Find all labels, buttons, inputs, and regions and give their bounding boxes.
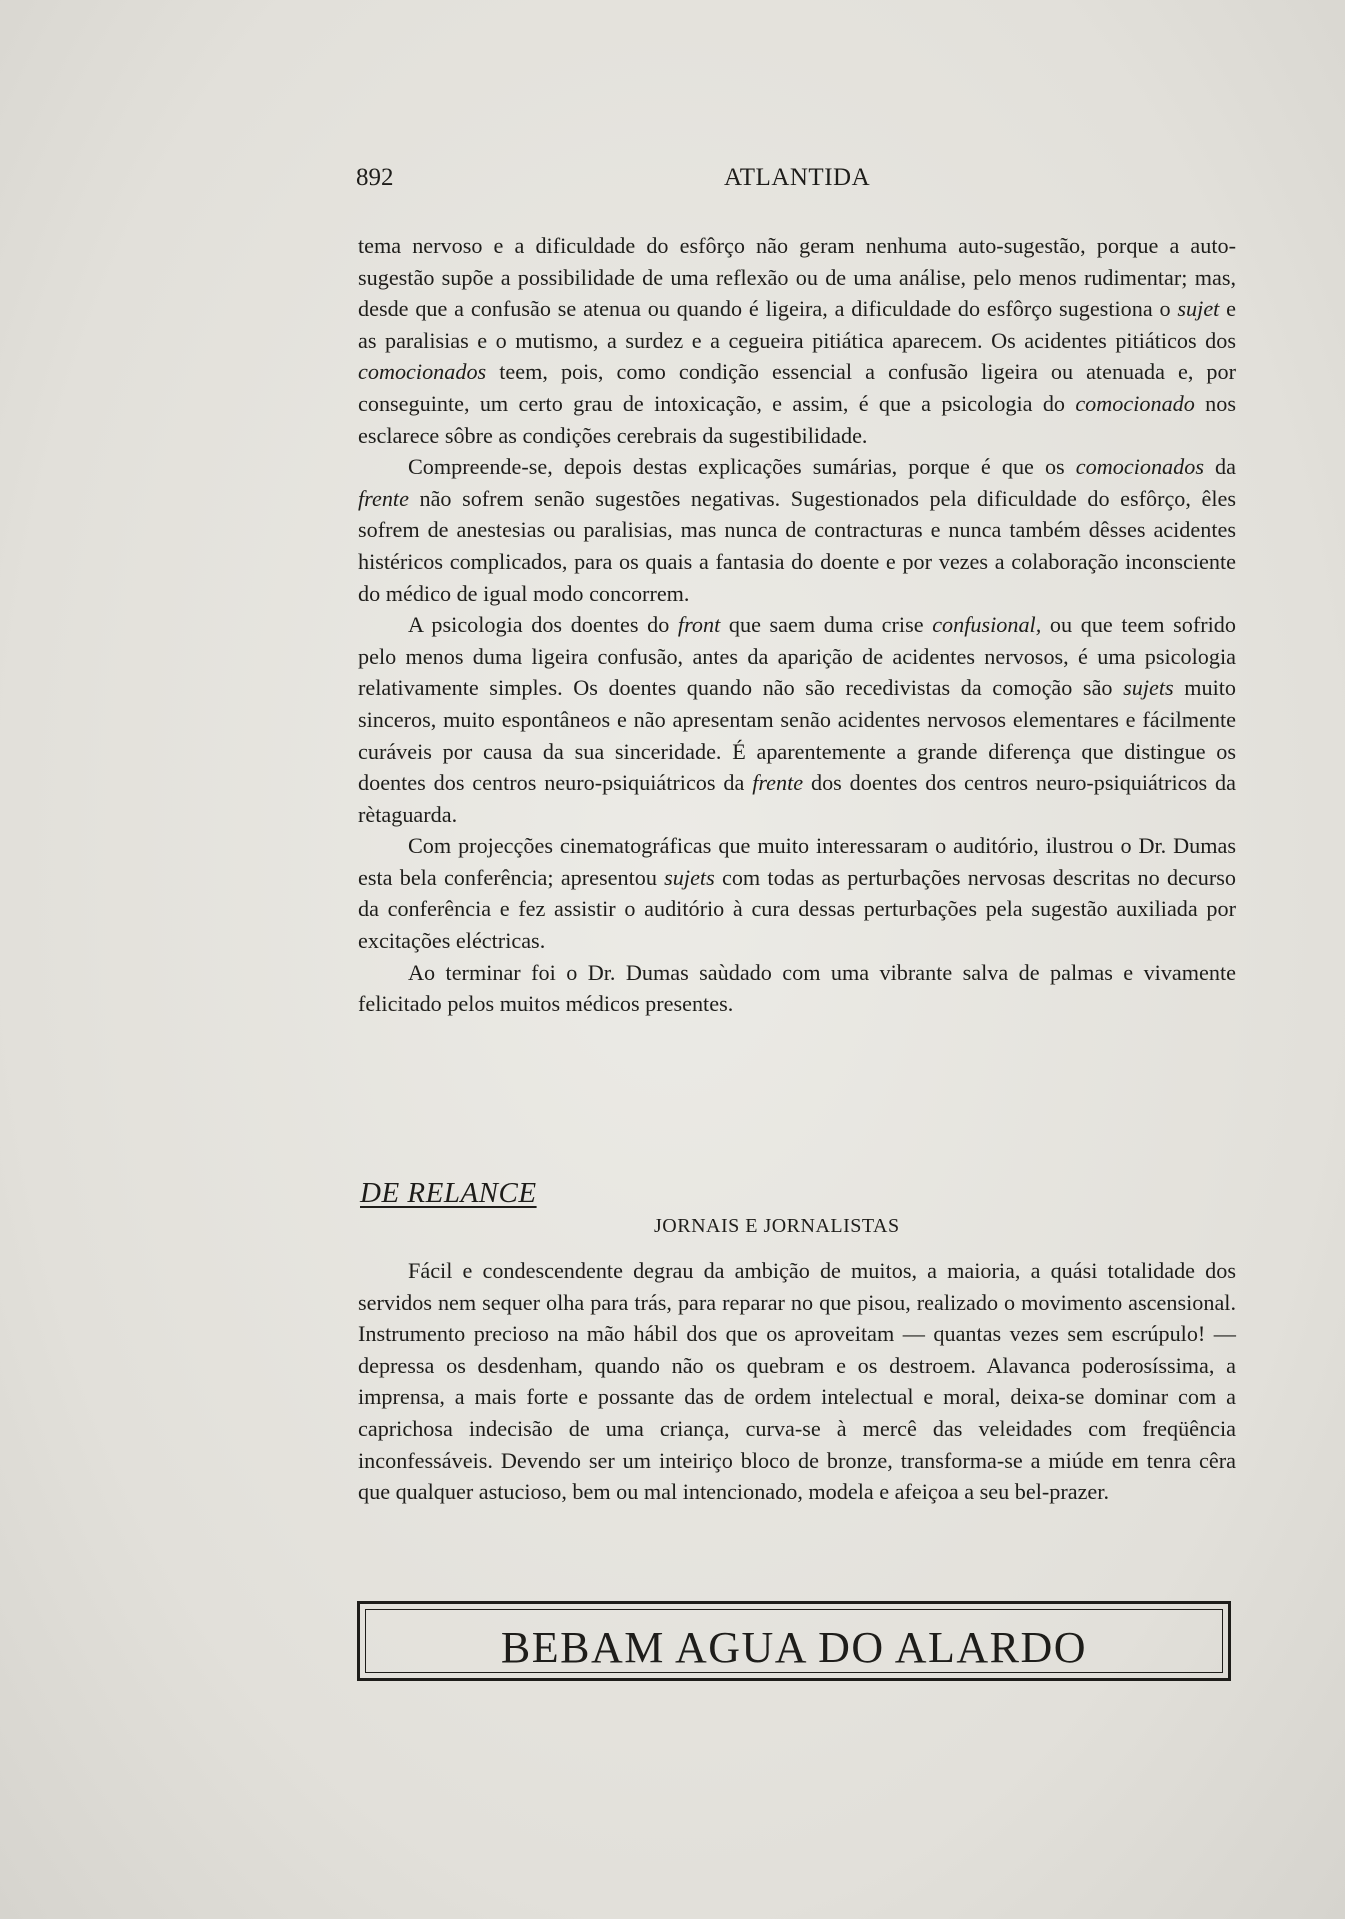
text-run: não sofrem senão sugestões negativas. Sugestionados pela dificuldade do esfôrço, êles sofrem de anestesias ou paralisias, mas nunca de contracturas e nunca também dêsses acidentes histéricos complicados, para os quais a fantasia do doente e por vezes a colaboração inconsciente do médico de igual modo concorrem.: [358, 485, 1236, 606]
article-body: [358, 230, 1236, 1020]
text-run: A psicologia dos doentes do: [408, 612, 678, 638]
italic-term: comocionado: [1075, 390, 1195, 416]
text-run: e as paralisias e o mutismo, a surdez e a cegueira pitiática aparecem. Os acidentes pitiáticos dos: [358, 296, 1236, 353]
paragraph-3: [358, 609, 1236, 830]
section-title: DE RELANCE: [360, 1177, 537, 1209]
italic-term: sujets: [1123, 675, 1174, 701]
section-paragraph: Fácil e condescendente degrau da ambição de muitos, a maioria, a quási totalidade dos servidos nem sequer olha para trás, para reparar no que pisou, realizado o movimento ascensional. Instrumento precioso na mão hábil dos que os aproveitam — quantas vezes sem escrúpulo! — depressa os desdenham, quando não os quebram e os destroem. Alavanca poderosíssima, a imprensa, a mais forte e possante das de ordem intelectual e moral, deixa-se dominar com a caprichosa indecisão de uma criança, curva-se à mercê das veleidades com freqüência inconfessáveis. Devendo ser um inteiriço bloco de bronze, transforma-se a miúde em tenra cêra que qualquer astucioso, bem ou mal intencionado, modela e afeiçoa a seu bel-prazer.: [358, 1258, 1236, 1505]
text-run: que saem duma crise: [720, 612, 933, 638]
text-run: com todas as perturbações nervosas descritas no decurso da conferência e fez assistir o auditório à cura dessas perturbações pela sugestão auxiliada por excitações eléctricas.: [358, 864, 1236, 954]
italic-term: comocionados: [358, 359, 487, 385]
italic-term: front: [677, 612, 721, 638]
running-title: ATLANTIDA: [724, 164, 871, 191]
section-body: [358, 1255, 1236, 1508]
italic-term: frente: [752, 770, 804, 796]
text-run: dos doentes dos centros neuro-psiquiátricos da rètaguarda.: [358, 770, 1236, 827]
italic-term: confusional,: [932, 612, 1042, 638]
text-run: tema nervoso e a dificuldade do esfôrço não geram nenhuma auto-sugestão, porque a auto-sugestão supõe a possibilidade de uma reflexão ou de uma análise, pelo menos rudimentar; mas, desde que a confusão se atenua ou quando é ligeira, a dificuldade do esfôrço sugestiona o: [358, 233, 1236, 322]
text-run: teem, pois, como condição essencial a confusão ligeira ou atenuada e, por conseguinte, um certo grau de intoxicação, e assim, é que a psicologia do: [358, 359, 1236, 416]
italic-term: sujets: [664, 864, 715, 890]
page-header: [356, 164, 1236, 196]
text-run: da: [1203, 454, 1236, 480]
text-run: muito sinceros, muito espontâneos e não apresentam senão acidentes nervosos elementares e fácilmente curáveis por causa da sua sinceridade. É aparentemente a grande diferença que distingue os doentes dos centros neuro-psiquiátricos da: [358, 675, 1236, 796]
text-run: ou que teem sofrido pelo menos duma ligeira confusão, antes da aparição de acidentes nervosos, é uma psicologia relativamente simples. Os doentes quando não são recedivistas da comoção são: [358, 612, 1236, 701]
text-run: nos esclarece sôbre as condições cerebrais da sugestibilidade.: [358, 390, 1236, 448]
text-run: Compreende-se, depois destas explicações sumárias, porque é que os: [408, 454, 1076, 480]
text-run: Com projecções cinematográficas que muito interessaram o auditório, ilustrou o Dr. Dumas esta bela conferência; apresentou: [358, 833, 1236, 890]
italic-term: frente: [358, 485, 409, 511]
paragraph-5: Ao terminar foi o Dr. Dumas saùdado com uma vibrante salva de palmas e vivamente felicitado pelos muitos médicos presentes.: [358, 959, 1236, 1017]
italic-term: sujet: [1177, 296, 1220, 322]
italic-term: comocionados: [1075, 454, 1204, 480]
advertisement-inner-border: [365, 1609, 1223, 1673]
page-number: 892: [356, 164, 394, 191]
advertisement-text: BEBAM AGUA DO ALARDO: [500, 1623, 1088, 1672]
paragraph-4: [358, 830, 1236, 956]
section-subtitle: JORNAIS E JORNALISTAS: [654, 1215, 900, 1237]
paragraph-2: [358, 451, 1236, 609]
paragraph-1: [358, 230, 1236, 451]
advertisement-box: [357, 1601, 1231, 1681]
